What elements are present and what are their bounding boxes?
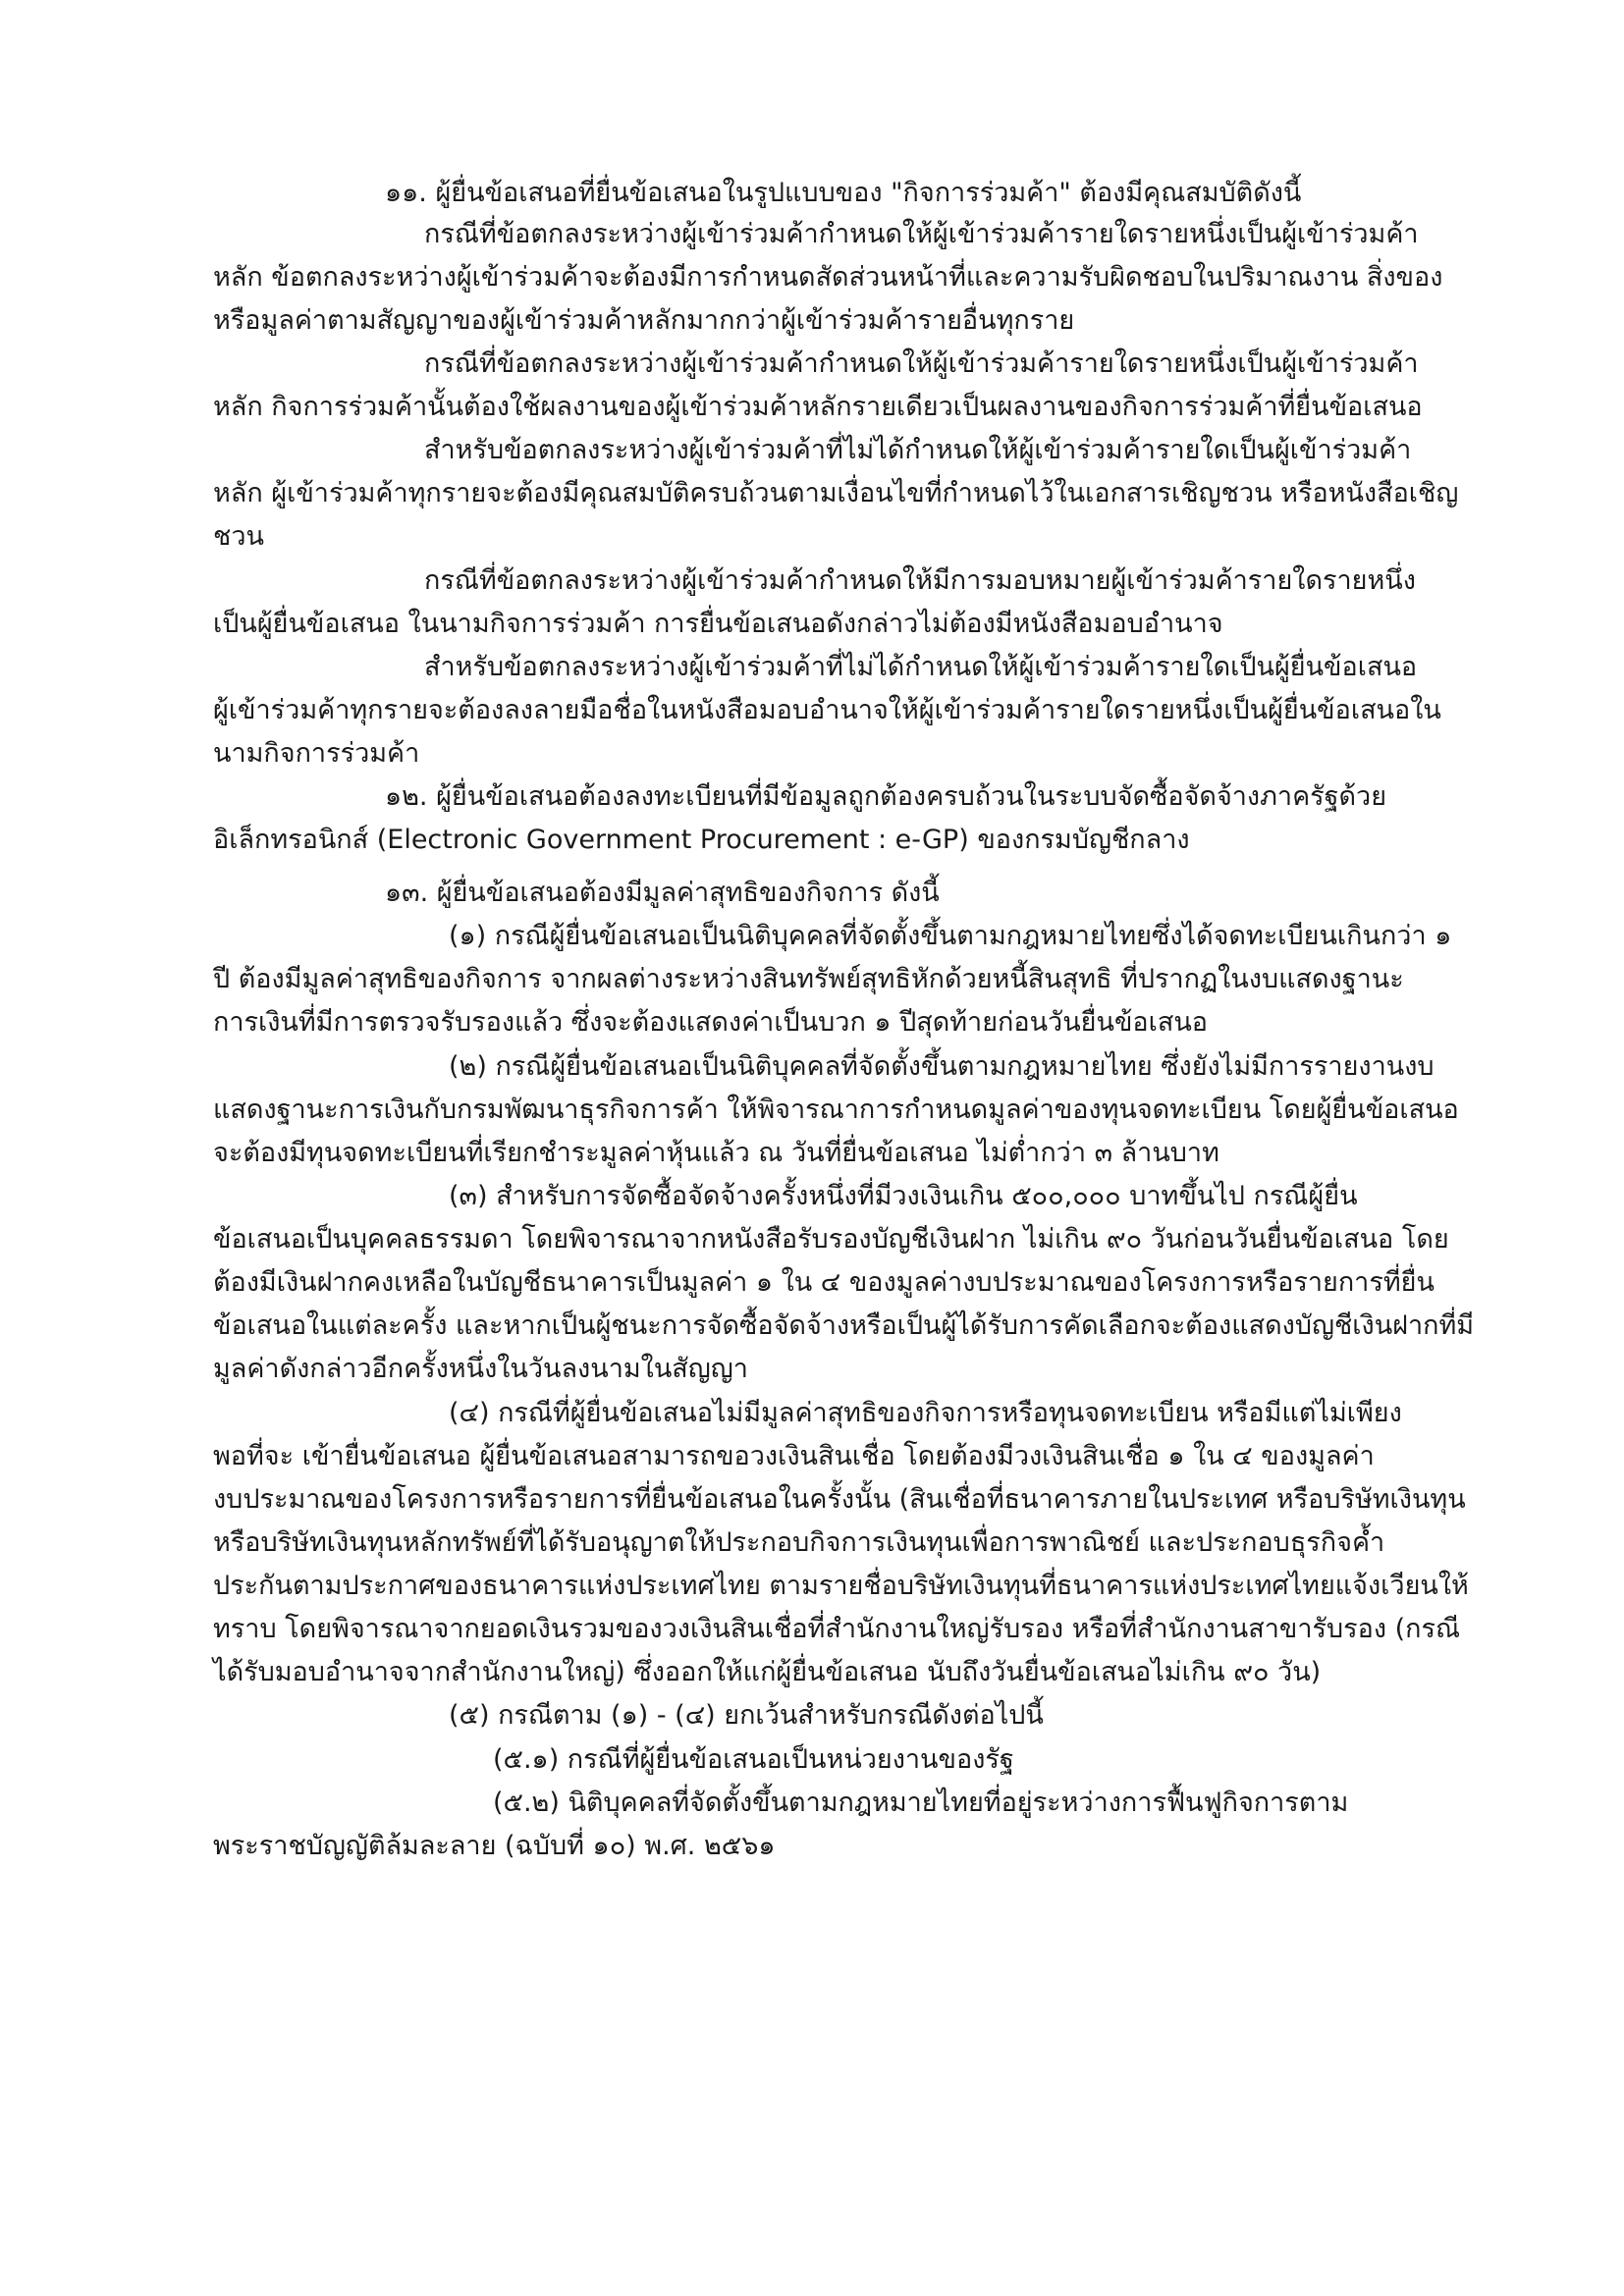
section-13-item-2-line: แสดงฐานะการเงินกับกรมพัฒนาธุรกิจการค้า ให้พิจารณาการกำหนดมูลค่าของทุนจดทะเบียน โดยผู้ยื่นข้อเสนอ [213, 1095, 1459, 1125]
section-11-heading: ๑๑. ผู้ยื่นข้อเสนอที่ยื่นข้อเสนอในรูปแบบของ "กิจการร่วมค้า" ต้องมีคุณสมบัติดังนี้ [385, 178, 1302, 208]
section-12-line: อิเล็กทรอนิกส์ (Electronic Government Procurement : e-GP) ของกรมบัญชีกลาง [213, 825, 1190, 855]
section-13-heading: ๑๓. ผู้ยื่นข้อเสนอต้องมีมูลค่าสุทธิของกิจการ ดังนี้ [385, 878, 940, 908]
section-11-p3-line: ชวน [213, 521, 264, 552]
section-13-item-4-line: งบประมาณของโครงการหรือรายการที่ยื่นข้อเสนอในครั้งนั้น (สินเชื่อที่ธนาคารภายในประเทศ หรือบริษัทเงินทุน [213, 1484, 1466, 1515]
section-13-item-4-line: ได้รับมอบอำนาจจากสำนักงานใหญ่) ซึ่งออกให้แก่ผู้ยื่นข้อเสนอ นับถึงวันยื่นข้อเสนอไม่เกิน ๙๐ วัน) [213, 1657, 1322, 1687]
section-11-p4-line: เป็นผู้ยื่นข้อเสนอ ในนามกิจการร่วมค้า การยื่นข้อเสนอดังกล่าวไม่ต้องมีหนังสือมอบอำนาจ [213, 609, 1223, 639]
section-11-p1-line: กรณีที่ข้อตกลงระหว่างผู้เข้าร่วมค้ากำหนดให้ผู้เข้าร่วมค้ารายใดรายหนึ่งเป็นผู้เข้าร่วมค้า [424, 219, 1419, 249]
section-13-item-2-line: จะต้องมีทุนจดทะเบียนที่เรียกชำระมูลค่าหุ้นแล้ว ณ วันที่ยื่นข้อเสนอ ไม่ต่ำกว่า ๓ ล้านบาท [213, 1138, 1219, 1168]
section-13-item-4-line: หรือบริษัทเงินทุนหลักทรัพย์ที่ได้รับอนุญาตให้ประกอบกิจการเงินทุนเพื่อการพาณิชย์ และประกอบธุรกิจค้ำ [213, 1527, 1385, 1558]
section-13-item-1-line: ปี ต้องมีมูลค่าสุทธิของกิจการ จากผลต่างระหว่างสินทรัพย์สุทธิหักด้วยหนี้สินสุทธิ ที่ปรากฏในงบแสดงฐานะ [213, 964, 1404, 994]
section-13-item-5-2-line: พระราชบัญญัติล้มละลาย (ฉบับที่ ๑๐) พ.ศ. ๒๕๖๑ [213, 1831, 776, 1861]
section-13-item-4-line: พอที่จะ เข้ายื่นข้อเสนอ ผู้ยื่นข้อเสนอสามารถขอวงเงินสินเชื่อ โดยต้องมีวงเงินสินเชื่อ ๑ ใน ๔ ของมูลค่า [213, 1441, 1375, 1471]
section-11-p3-line: หลัก ผู้เข้าร่วมค้าทุกรายจะต้องมีคุณสมบัติครบถ้วนตามเงื่อนไขที่กำหนดไว้ในเอกสารเชิญชวน หรือหนังสือเชิญ [213, 478, 1459, 508]
section-11-p3-line: สำหรับข้อตกลงระหว่างผู้เข้าร่วมค้าที่ไม่ได้กำหนดให้ผู้เข้าร่วมค้ารายใดเป็นผู้เข้าร่วมค้า [424, 435, 1412, 465]
section-11-p2-line: หลัก กิจการร่วมค้านั้นต้องใช้ผลงานของผู้เข้าร่วมค้าหลักรายเดียวเป็นผลงานของกิจการร่วมค้าที่ยื่นข้อเสนอ [213, 392, 1423, 422]
section-13-item-4-line: (๔) กรณีที่ผู้ยื่นข้อเสนอไม่มีมูลค่าสุทธิของกิจการหรือทุนจดทะเบียน หรือมีแต่ไม่เพียง [449, 1398, 1402, 1428]
section-13-item-5: (๕) กรณีตาม (๑) - (๔) ยกเว้นสำหรับกรณีดังต่อไปนี้ [449, 1700, 1044, 1731]
section-13-item-3-line: ข้อเสนอในแต่ละครั้ง และหากเป็นผู้ชนะการจัดซื้อจัดจ้างหรือเป็นผู้ได้รับการคัดเลือกจะต้องแสดงบัญชีเงินฝากที่มี [213, 1310, 1475, 1341]
section-13-item-4-line: ประกันตามประกาศของธนาคารแห่งประเทศไทย ตามรายชื่อบริษัทเงินทุนที่ธนาคารแห่งประเทศไทยแจ้งเวียนให้ [213, 1571, 1469, 1601]
section-13-item-4-line: ทราบ โดยพิจารณาจากยอดเงินรวมของวงเงินสินเชื่อที่สำนักงานใหญ่รับรอง หรือที่สำนักงานสาขารับรอง (กรณี [213, 1614, 1461, 1644]
section-13-item-2-line: (๒) กรณีผู้ยื่นข้อเสนอเป็นนิติบุคคลที่จัดตั้งขึ้นตามกฎหมายไทย ซึ่งยังไม่มีการรายงานงบ [449, 1051, 1435, 1082]
section-13-item-3-line: (๓) สำหรับการจัดซื้อจัดจ้างครั้งหนึ่งที่มีวงเงินเกิน ๕๐๐,๐๐๐ บาทขึ้นไป กรณีผู้ยื่น [449, 1181, 1358, 1211]
section-11-p5-line: สำหรับข้อตกลงระหว่างผู้เข้าร่วมค้าที่ไม่ได้กำหนดให้ผู้เข้าร่วมค้ารายใดเป็นผู้ยื่นข้อเสนอ [424, 652, 1418, 682]
section-11-p4-line: กรณีที่ข้อตกลงระหว่างผู้เข้าร่วมค้ากำหนดให้มีการมอบหมายผู้เข้าร่วมค้ารายใดรายหนึ่ง [424, 565, 1416, 596]
section-13-item-5-1: (๕.๑) กรณีที่ผู้ยื่นข้อเสนอเป็นหน่วยงานของรัฐ [493, 1744, 1014, 1775]
section-11-p5-line: ผู้เข้าร่วมค้าทุกรายจะต้องลงลายมือชื่อในหนังสือมอบอำนาจให้ผู้เข้าร่วมค้ารายใดรายหนึ่งเป็นผู้ยื่นข้อเสนอใน [213, 695, 1441, 725]
section-11-p2-line: กรณีที่ข้อตกลงระหว่างผู้เข้าร่วมค้ากำหนดให้ผู้เข้าร่วมค้ารายใดรายหนึ่งเป็นผู้เข้าร่วมค้า [424, 348, 1419, 379]
section-13-item-1-line: (๑) กรณีผู้ยื่นข้อเสนอเป็นนิติบุคคลที่จัดตั้งขึ้นตามกฎหมายไทยซึ่งได้จดทะเบียนเกินกว่า ๑ [449, 921, 1452, 951]
section-13-item-5-2-line: (๕.๒) นิติบุคคลที่จัดตั้งขึ้นตามกฎหมายไทยที่อยู่ระหว่างการฟื้นฟูกิจการตาม [493, 1788, 1349, 1818]
section-11-p1-line: หลัก ข้อตกลงระหว่างผู้เข้าร่วมค้าจะต้องมีการกำหนดสัดส่วนหน้าที่และความรับผิดชอบในปริมาณงาน สิ่งของ [213, 262, 1443, 293]
section-11-p1-line: หรือมูลค่าตามสัญญาของผู้เข้าร่วมค้าหลักมากกว่าผู้เข้าร่วมค้ารายอื่นทุกราย [213, 305, 1075, 336]
section-11-p5-line: นามกิจการร่วมค้า [213, 738, 420, 769]
section-13-item-1-line: การเงินที่มีการตรวจรับรองแล้ว ซึ่งจะต้องแสดงค่าเป็นบวก ๑ ปีสุดท้ายก่อนวันยื่นข้อเสนอ [213, 1007, 1209, 1038]
section-13-item-3-line: ข้อเสนอเป็นบุคคลธรรมดา โดยพิจารณาจากหนังสือรับรองบัญชีเงินฝาก ไม่เกิน ๙๐ วันก่อนวันยื่นข้อเสนอ โดย [213, 1224, 1449, 1255]
section-12-line: ๑๒. ผู้ยื่นข้อเสนอต้องลงทะเบียนที่มีข้อมูลถูกต้องครบถ้วนในระบบจัดซื้อจัดจ้างภาครัฐด้วย [385, 781, 1387, 812]
section-13-item-3-line: มูลค่าดังกล่าวอีกครั้งหนึ่งในวันลงนามในสัญญา [213, 1354, 748, 1384]
section-13-item-3-line: ต้องมีเงินฝากคงเหลือในบัญชีธนาคารเป็นมูลค่า ๑ ใน ๔ ของมูลค่างบประมาณของโครงการหรือรายการที่ยื่น [213, 1267, 1435, 1298]
